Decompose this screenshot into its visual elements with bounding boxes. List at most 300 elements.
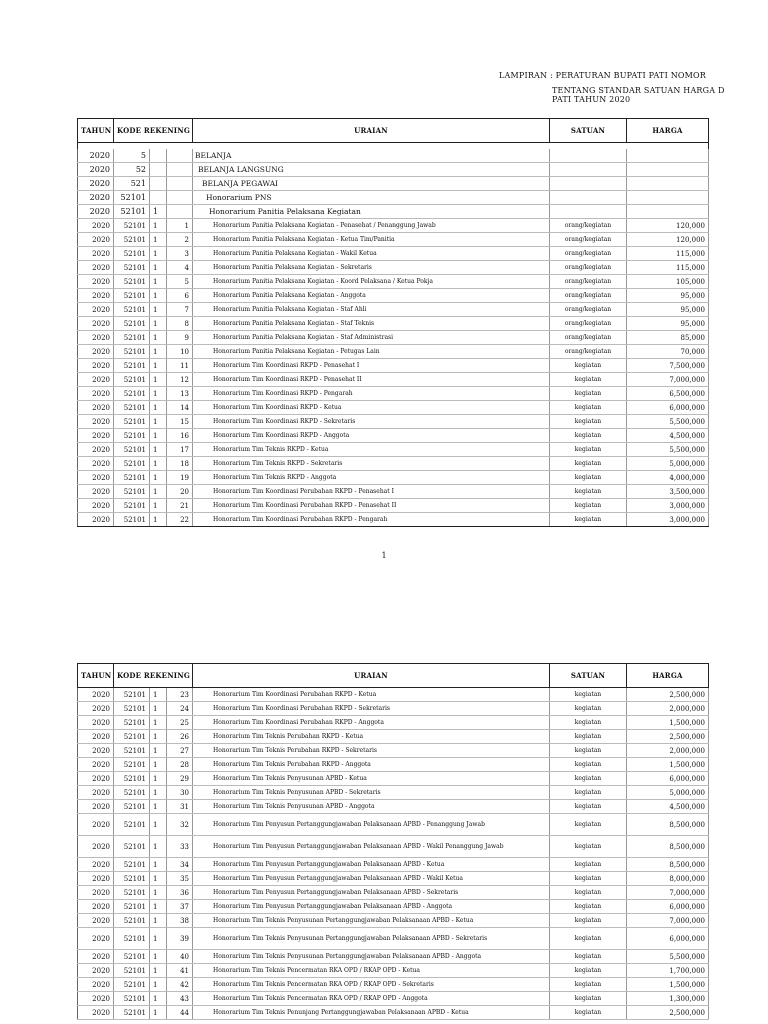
cell-nomor: 31 bbox=[167, 800, 193, 814]
cell-uraian: Honorarium Panitia Pelaksana Kegiatan - Sekretaris bbox=[193, 261, 550, 275]
cell-satuan: kegiatan bbox=[550, 359, 627, 373]
cell-kode: 52101 bbox=[114, 836, 150, 858]
cell-harga: 1,500,000 bbox=[627, 758, 709, 772]
table-row bbox=[78, 275, 709, 289]
cell-tahun: 2020 bbox=[78, 317, 114, 331]
cell-satuan: kegiatan bbox=[550, 786, 627, 800]
table-row bbox=[78, 758, 709, 772]
cell-kelompok: 1 bbox=[150, 331, 167, 345]
cell-kelompok: 1 bbox=[150, 373, 167, 387]
cell-tahun: 2020 bbox=[78, 513, 114, 527]
cell-kelompok: 1 bbox=[150, 786, 167, 800]
cell-uraian: Honorarium Tim Koordinasi Perubahan RKPD - Pengarah bbox=[193, 513, 550, 527]
cell-harga: 1,500,000 bbox=[627, 978, 709, 992]
cell-harga bbox=[627, 191, 709, 205]
cell-tahun: 2020 bbox=[78, 205, 114, 219]
cell-harga: 8,500,000 bbox=[627, 836, 709, 858]
cell-satuan: kegiatan bbox=[550, 415, 627, 429]
cell-nomor: 20 bbox=[167, 485, 193, 499]
cell-harga: 3,000,000 bbox=[627, 513, 709, 527]
cell-nomor: 6 bbox=[167, 289, 193, 303]
cell-nomor: 10 bbox=[167, 345, 193, 359]
cell-harga: 4,500,000 bbox=[627, 800, 709, 814]
cell-uraian: Honorarium Panitia Pelaksana Kegiatan bbox=[193, 205, 550, 219]
lampiran-line-1: LAMPIRAN : PERATURAN BUPATI PATI NOMOR bbox=[499, 71, 707, 80]
header-satuan: SATUAN bbox=[550, 119, 627, 143]
table-row bbox=[78, 886, 709, 900]
cell-satuan: kegiatan bbox=[550, 978, 627, 992]
cell-kelompok: 1 bbox=[150, 928, 167, 950]
cell-tahun: 2020 bbox=[78, 415, 114, 429]
table-row bbox=[78, 800, 709, 814]
cell-tahun: 2020 bbox=[78, 836, 114, 858]
table-row bbox=[78, 964, 709, 978]
cell-satuan: kegiatan bbox=[550, 814, 627, 836]
cell-tahun: 2020 bbox=[78, 387, 114, 401]
cell-harga: 4,000,000 bbox=[627, 471, 709, 485]
cell-kode: 52101 bbox=[114, 443, 150, 457]
cell-uraian: Honorarium Tim Teknis Penunjang Pertanggungjawaban Pelaksanaan APBD - Ketua bbox=[193, 1006, 550, 1020]
cell-uraian: Honorarium Panitia Pelaksana Kegiatan - Petugas Lain bbox=[193, 345, 550, 359]
cell-tahun: 2020 bbox=[78, 978, 114, 992]
header-kode-rekening: KODE REKENING bbox=[114, 664, 193, 688]
table-row bbox=[78, 688, 709, 702]
cell-harga: 2,500,000 bbox=[627, 1006, 709, 1020]
cell-harga: 5,000,000 bbox=[627, 457, 709, 471]
cell-kode: 52101 bbox=[114, 786, 150, 800]
cell-tahun: 2020 bbox=[78, 499, 114, 513]
cell-nomor: 18 bbox=[167, 457, 193, 471]
cell-harga: 95,000 bbox=[627, 317, 709, 331]
cell-satuan: kegiatan bbox=[550, 914, 627, 928]
cell-harga: 7,000,000 bbox=[627, 886, 709, 900]
cell-tahun: 2020 bbox=[78, 992, 114, 1006]
cell-kelompok: 1 bbox=[150, 950, 167, 964]
cell-uraian: Honorarium Tim Teknis RKPD - Anggota bbox=[193, 471, 550, 485]
cell-tahun: 2020 bbox=[78, 275, 114, 289]
cell-tahun: 2020 bbox=[78, 872, 114, 886]
cell-kode: 52101 bbox=[114, 457, 150, 471]
cell-kelompok: 1 bbox=[150, 317, 167, 331]
cell-harga: 85,000 bbox=[627, 331, 709, 345]
cell-uraian: Honorarium Panitia Pelaksana Kegiatan - Staf Administrasi bbox=[193, 331, 550, 345]
cell-harga: 6,000,000 bbox=[627, 900, 709, 914]
cell-tahun: 2020 bbox=[78, 485, 114, 499]
cell-kelompok: 1 bbox=[150, 688, 167, 702]
table-row bbox=[78, 716, 709, 730]
cell-kelompok: 1 bbox=[150, 964, 167, 978]
cell-nomor: 23 bbox=[167, 688, 193, 702]
table-row bbox=[78, 359, 709, 373]
cell-uraian: Honorarium Tim Koordinasi Perubahan RKPD - Sekretaris bbox=[193, 702, 550, 716]
cell-nomor: 36 bbox=[167, 886, 193, 900]
cell-kode: 52101 bbox=[114, 730, 150, 744]
cell-nomor: 11 bbox=[167, 359, 193, 373]
cell-uraian: Honorarium Tim Teknis Pencermatan RKA OPD / RKAP OPD - Sekretaris bbox=[193, 978, 550, 992]
cell-harga bbox=[627, 163, 709, 177]
cell-uraian: Honorarium Panitia Pelaksana Kegiatan - Staf Teknis bbox=[193, 317, 550, 331]
cell-tahun: 2020 bbox=[78, 772, 114, 786]
table-row bbox=[78, 872, 709, 886]
cell-kelompok: 1 bbox=[150, 205, 167, 219]
cell-satuan: orang/kegiatan bbox=[550, 331, 627, 345]
cell-kelompok: 1 bbox=[150, 836, 167, 858]
cell-kode: 52 bbox=[114, 163, 150, 177]
cell-satuan: kegiatan bbox=[550, 443, 627, 457]
cell-satuan: kegiatan bbox=[550, 702, 627, 716]
cell-tahun: 2020 bbox=[78, 471, 114, 485]
cell-kode: 52101 bbox=[114, 345, 150, 359]
cell-uraian: BELANJA bbox=[193, 149, 550, 163]
cell-satuan: kegiatan bbox=[550, 429, 627, 443]
cell-tahun: 2020 bbox=[78, 800, 114, 814]
cell-harga: 70,000 bbox=[627, 345, 709, 359]
cell-satuan: orang/kegiatan bbox=[550, 219, 627, 233]
cell-nomor: 8 bbox=[167, 317, 193, 331]
cell-nomor: 4 bbox=[167, 261, 193, 275]
cell-kelompok: 1 bbox=[150, 914, 167, 928]
cell-uraian: Honorarium Tim Koordinasi RKPD - Penasehat II bbox=[193, 373, 550, 387]
cell-uraian: Honorarium Tim Teknis Perubahan RKPD - Anggota bbox=[193, 758, 550, 772]
cell-satuan: orang/kegiatan bbox=[550, 303, 627, 317]
price-table-page-1 bbox=[77, 118, 709, 527]
cell-tahun: 2020 bbox=[78, 928, 114, 950]
cell-satuan: kegiatan bbox=[550, 716, 627, 730]
cell-nomor: 14 bbox=[167, 401, 193, 415]
cell-nomor: 37 bbox=[167, 900, 193, 914]
cell-harga: 5,500,000 bbox=[627, 415, 709, 429]
cell-kelompok: 1 bbox=[150, 858, 167, 872]
cell-nomor bbox=[167, 177, 193, 191]
cell-uraian: Honorarium Tim Koordinasi RKPD - Sekretaris bbox=[193, 415, 550, 429]
cell-nomor: 38 bbox=[167, 914, 193, 928]
table-row bbox=[78, 443, 709, 457]
table-row bbox=[78, 163, 709, 177]
lampiran-header bbox=[499, 70, 725, 106]
cell-nomor bbox=[167, 163, 193, 177]
cell-tahun: 2020 bbox=[78, 1006, 114, 1020]
table-row bbox=[78, 345, 709, 359]
cell-tahun: 2020 bbox=[78, 443, 114, 457]
table-row bbox=[78, 429, 709, 443]
cell-satuan: kegiatan bbox=[550, 457, 627, 471]
cell-kode: 5 bbox=[114, 149, 150, 163]
cell-kode: 52101 bbox=[114, 886, 150, 900]
cell-satuan: kegiatan bbox=[550, 688, 627, 702]
cell-satuan: kegiatan bbox=[550, 471, 627, 485]
cell-kode: 52101 bbox=[114, 772, 150, 786]
cell-nomor: 25 bbox=[167, 716, 193, 730]
cell-nomor bbox=[167, 149, 193, 163]
cell-satuan bbox=[550, 149, 627, 163]
cell-kelompok: 1 bbox=[150, 886, 167, 900]
cell-uraian: Honorarium Tim Penyusun Pertanggungjawaban Pelaksanaan APBD - Wakil Penanggung Jawab bbox=[193, 836, 550, 858]
cell-uraian: Honorarium Tim Koordinasi Perubahan RKPD - Ketua bbox=[193, 688, 550, 702]
table-row bbox=[78, 836, 709, 858]
header-tahun: TAHUN bbox=[78, 119, 114, 143]
cell-uraian: Honorarium Panitia Pelaksana Kegiatan - Wakil Ketua bbox=[193, 247, 550, 261]
cell-tahun: 2020 bbox=[78, 702, 114, 716]
cell-kelompok: 1 bbox=[150, 772, 167, 786]
cell-uraian: Honorarium Tim Penyusun Pertanggungjawaban Pelaksanaan APBD - Ketua bbox=[193, 858, 550, 872]
cell-kode: 52101 bbox=[114, 289, 150, 303]
cell-nomor: 27 bbox=[167, 744, 193, 758]
cell-kode: 52101 bbox=[114, 702, 150, 716]
cell-satuan: kegiatan bbox=[550, 758, 627, 772]
cell-tahun: 2020 bbox=[78, 247, 114, 261]
cell-nomor: 5 bbox=[167, 275, 193, 289]
cell-nomor bbox=[167, 205, 193, 219]
cell-kelompok: 1 bbox=[150, 457, 167, 471]
cell-tahun: 2020 bbox=[78, 886, 114, 900]
cell-satuan: kegiatan bbox=[550, 950, 627, 964]
cell-uraian: Honorarium Tim Koordinasi Perubahan RKPD - Penasehat I bbox=[193, 485, 550, 499]
cell-nomor: 40 bbox=[167, 950, 193, 964]
cell-satuan: kegiatan bbox=[550, 772, 627, 786]
cell-kelompok: 1 bbox=[150, 744, 167, 758]
cell-kode: 52101 bbox=[114, 415, 150, 429]
cell-harga: 7,500,000 bbox=[627, 359, 709, 373]
cell-uraian: Honorarium Panitia Pelaksana Kegiatan - Ketua Tim/Panitia bbox=[193, 233, 550, 247]
cell-kode: 52101 bbox=[114, 964, 150, 978]
table-row bbox=[78, 149, 709, 163]
table-row bbox=[78, 471, 709, 485]
cell-uraian: Honorarium Tim Teknis Penyusunan APBD - Anggota bbox=[193, 800, 550, 814]
table-row bbox=[78, 702, 709, 716]
cell-satuan: orang/kegiatan bbox=[550, 233, 627, 247]
cell-uraian: Honorarium Tim Teknis Pencermatan RKA OPD / RKAP OPD - Ketua bbox=[193, 964, 550, 978]
cell-kelompok: 1 bbox=[150, 758, 167, 772]
cell-uraian: Honorarium Tim Teknis Penyusunan APBD - Sekretaris bbox=[193, 786, 550, 800]
table-row bbox=[78, 191, 709, 205]
cell-nomor: 42 bbox=[167, 978, 193, 992]
cell-tahun: 2020 bbox=[78, 289, 114, 303]
cell-kode: 52101 bbox=[114, 978, 150, 992]
cell-uraian: Honorarium Tim Penyusun Pertanggungjawaban Pelaksanaan APBD - Anggota bbox=[193, 900, 550, 914]
cell-nomor: 41 bbox=[167, 964, 193, 978]
cell-satuan: kegiatan bbox=[550, 800, 627, 814]
cell-uraian: Honorarium Tim Koordinasi Perubahan RKPD - Anggota bbox=[193, 716, 550, 730]
cell-kelompok: 1 bbox=[150, 289, 167, 303]
table-row bbox=[78, 373, 709, 387]
cell-satuan: orang/kegiatan bbox=[550, 275, 627, 289]
cell-nomor: 1 bbox=[167, 219, 193, 233]
cell-kode: 52101 bbox=[114, 900, 150, 914]
table-row bbox=[78, 331, 709, 345]
cell-kode: 52101 bbox=[114, 914, 150, 928]
table-row bbox=[78, 914, 709, 928]
cell-satuan: orang/kegiatan bbox=[550, 345, 627, 359]
cell-satuan bbox=[550, 163, 627, 177]
table-row bbox=[78, 978, 709, 992]
cell-harga: 2,500,000 bbox=[627, 730, 709, 744]
cell-tahun: 2020 bbox=[78, 261, 114, 275]
cell-harga: 7,000,000 bbox=[627, 914, 709, 928]
cell-harga: 120,000 bbox=[627, 219, 709, 233]
cell-uraian: Honorarium Panitia Pelaksana Kegiatan - Anggota bbox=[193, 289, 550, 303]
cell-tahun: 2020 bbox=[78, 730, 114, 744]
table-row bbox=[78, 205, 709, 219]
cell-nomor: 32 bbox=[167, 814, 193, 836]
cell-tahun: 2020 bbox=[78, 303, 114, 317]
cell-nomor: 39 bbox=[167, 928, 193, 950]
cell-kode: 52101 bbox=[114, 401, 150, 415]
cell-uraian: Honorarium Tim Koordinasi RKPD - Ketua bbox=[193, 401, 550, 415]
cell-tahun: 2020 bbox=[78, 814, 114, 836]
cell-harga: 7,000,000 bbox=[627, 373, 709, 387]
cell-kode: 52101 bbox=[114, 387, 150, 401]
cell-kode: 52101 bbox=[114, 275, 150, 289]
table-row bbox=[78, 1006, 709, 1020]
cell-kelompok: 1 bbox=[150, 415, 167, 429]
cell-satuan: orang/kegiatan bbox=[550, 247, 627, 261]
cell-satuan: kegiatan bbox=[550, 499, 627, 513]
cell-uraian: Honorarium Tim Teknis RKPD - Sekretaris bbox=[193, 457, 550, 471]
cell-kode: 52101 bbox=[114, 688, 150, 702]
cell-tahun: 2020 bbox=[78, 331, 114, 345]
cell-satuan: kegiatan bbox=[550, 730, 627, 744]
cell-uraian: Honorarium PNS bbox=[193, 191, 550, 205]
cell-kode: 52101 bbox=[114, 261, 150, 275]
cell-nomor: 16 bbox=[167, 429, 193, 443]
cell-kelompok: 1 bbox=[150, 345, 167, 359]
cell-satuan: kegiatan bbox=[550, 513, 627, 527]
table-row bbox=[78, 387, 709, 401]
cell-kelompok: 1 bbox=[150, 429, 167, 443]
cell-kode: 52101 bbox=[114, 992, 150, 1006]
cell-harga: 5,000,000 bbox=[627, 786, 709, 800]
table-row bbox=[78, 177, 709, 191]
cell-harga: 1,300,000 bbox=[627, 992, 709, 1006]
cell-nomor: 22 bbox=[167, 513, 193, 527]
cell-kode: 52101 bbox=[114, 513, 150, 527]
cell-kode: 52101 bbox=[114, 471, 150, 485]
header-uraian: URAIAN bbox=[193, 119, 550, 143]
cell-uraian: Honorarium Tim Teknis Penyusunan APBD - Ketua bbox=[193, 772, 550, 786]
cell-kelompok: 1 bbox=[150, 513, 167, 527]
cell-nomor: 21 bbox=[167, 499, 193, 513]
table-row bbox=[78, 247, 709, 261]
cell-kelompok: 1 bbox=[150, 471, 167, 485]
cell-kode: 52101 bbox=[114, 331, 150, 345]
cell-kode: 52101 bbox=[114, 247, 150, 261]
cell-kelompok: 1 bbox=[150, 716, 167, 730]
cell-satuan bbox=[550, 177, 627, 191]
cell-tahun: 2020 bbox=[78, 688, 114, 702]
cell-nomor: 24 bbox=[167, 702, 193, 716]
cell-tahun: 2020 bbox=[78, 177, 114, 191]
cell-harga: 6,000,000 bbox=[627, 772, 709, 786]
cell-kelompok bbox=[150, 191, 167, 205]
cell-satuan: kegiatan bbox=[550, 485, 627, 499]
cell-harga: 1,700,000 bbox=[627, 964, 709, 978]
header-harga: HARGA bbox=[627, 119, 709, 143]
cell-uraian: Honorarium Tim Teknis Penyusunan Pertanggungjawaban Pelaksanaan APBD - Ketua bbox=[193, 914, 550, 928]
cell-uraian: BELANJA PEGAWAI bbox=[193, 177, 550, 191]
header-kode-rekening: KODE REKENING bbox=[114, 119, 193, 143]
cell-tahun: 2020 bbox=[78, 191, 114, 205]
cell-tahun: 2020 bbox=[78, 345, 114, 359]
cell-kelompok bbox=[150, 149, 167, 163]
cell-kode: 52101 bbox=[114, 800, 150, 814]
cell-satuan: kegiatan bbox=[550, 858, 627, 872]
cell-kode: 52101 bbox=[114, 872, 150, 886]
cell-uraian: Honorarium Panitia Pelaksana Kegiatan - Staf Ahli bbox=[193, 303, 550, 317]
table-row bbox=[78, 457, 709, 471]
cell-harga: 95,000 bbox=[627, 303, 709, 317]
cell-satuan: kegiatan bbox=[550, 401, 627, 415]
cell-satuan: kegiatan bbox=[550, 964, 627, 978]
cell-satuan: kegiatan bbox=[550, 872, 627, 886]
cell-kelompok: 1 bbox=[150, 387, 167, 401]
cell-satuan: kegiatan bbox=[550, 836, 627, 858]
cell-satuan bbox=[550, 205, 627, 219]
cell-satuan: kegiatan bbox=[550, 992, 627, 1006]
cell-uraian: Honorarium Panitia Pelaksana Kegiatan - Koord Pelaksana / Ketua Pokja bbox=[193, 275, 550, 289]
cell-harga: 6,000,000 bbox=[627, 928, 709, 950]
cell-kode: 52101 bbox=[114, 758, 150, 772]
cell-nomor: 30 bbox=[167, 786, 193, 800]
header-satuan: SATUAN bbox=[550, 664, 627, 688]
table-header-row bbox=[78, 664, 709, 688]
cell-harga bbox=[627, 149, 709, 163]
cell-harga: 105,000 bbox=[627, 275, 709, 289]
table-row bbox=[78, 219, 709, 233]
table-row bbox=[78, 744, 709, 758]
cell-harga: 5,500,000 bbox=[627, 443, 709, 457]
cell-kelompok: 1 bbox=[150, 800, 167, 814]
table-row bbox=[78, 928, 709, 950]
table-header-row bbox=[78, 119, 709, 143]
table-row bbox=[78, 814, 709, 836]
cell-uraian: Honorarium Tim Koordinasi RKPD - Anggota bbox=[193, 429, 550, 443]
cell-tahun: 2020 bbox=[78, 758, 114, 772]
header-uraian: URAIAN bbox=[193, 664, 550, 688]
cell-uraian: Honorarium Tim Teknis Perubahan RKPD - Ketua bbox=[193, 730, 550, 744]
cell-kode: 52101 bbox=[114, 950, 150, 964]
cell-kode: 52101 bbox=[114, 744, 150, 758]
table-row bbox=[78, 772, 709, 786]
header-tahun: TAHUN bbox=[78, 664, 114, 688]
cell-satuan: kegiatan bbox=[550, 373, 627, 387]
cell-kelompok: 1 bbox=[150, 730, 167, 744]
cell-nomor: 12 bbox=[167, 373, 193, 387]
cell-tahun: 2020 bbox=[78, 163, 114, 177]
cell-tahun: 2020 bbox=[78, 359, 114, 373]
cell-kode: 52101 bbox=[114, 1006, 150, 1020]
table-row bbox=[78, 401, 709, 415]
cell-harga: 6,000,000 bbox=[627, 401, 709, 415]
table-row bbox=[78, 950, 709, 964]
cell-nomor: 44 bbox=[167, 1006, 193, 1020]
cell-harga bbox=[627, 205, 709, 219]
cell-harga: 115,000 bbox=[627, 261, 709, 275]
cell-nomor: 15 bbox=[167, 415, 193, 429]
cell-nomor: 43 bbox=[167, 992, 193, 1006]
cell-tahun: 2020 bbox=[78, 964, 114, 978]
cell-tahun: 2020 bbox=[78, 233, 114, 247]
cell-kelompok: 1 bbox=[150, 233, 167, 247]
table-row bbox=[78, 513, 709, 527]
cell-kelompok: 1 bbox=[150, 900, 167, 914]
cell-nomor: 3 bbox=[167, 247, 193, 261]
cell-kelompok: 1 bbox=[150, 814, 167, 836]
cell-uraian: Honorarium Tim Penyusun Pertanggungjawaban Pelaksanaan APBD - Penanggung Jawab bbox=[193, 814, 550, 836]
cell-kode: 52101 bbox=[114, 191, 150, 205]
cell-harga: 8,000,000 bbox=[627, 872, 709, 886]
table-row bbox=[78, 289, 709, 303]
table-row bbox=[78, 261, 709, 275]
